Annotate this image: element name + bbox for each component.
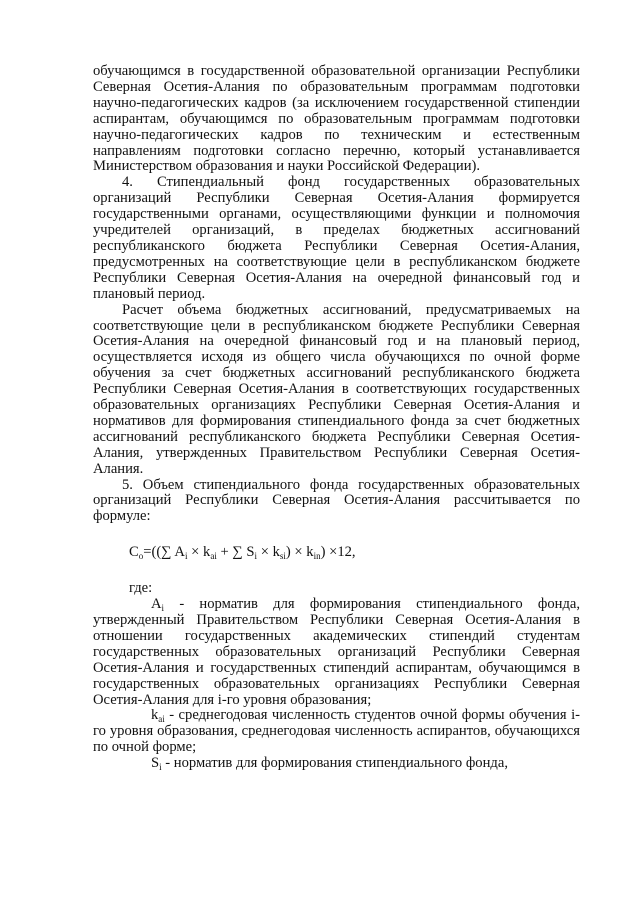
- definition-si: [93, 756, 580, 772]
- formula-lhs: C: [129, 544, 139, 561]
- definition-text: - норматив для формирования стипендиального фонда, утвержденный Правительством Республики Северная Осетия-Алания в отношении государственных академических стипендий студентам государственных образовательных организаций Республики Северная Осетия-Алания и государственных стипендий аспирантам, обучающимся в государственных образовательных организациях Республики Северная Осетия-Алания для i-го уровня образования;: [93, 596, 580, 708]
- paragraph-continuation: обучающимся в государственной образовательной организации Республики Северная Осетия-Алания по образовательным программам подготовки научно-педагогических кадров (за исключением государственной стипендии аспирантам, обучающимся по образовательным программам подготовки научно-педагогических кадров по техническим и естественным направлениям подготовки согласно перечню, который устанавливается Министерством образования и науки Российской Федерации).: [93, 63, 580, 175]
- formula-lhs-sub: o: [138, 551, 144, 562]
- document-body: [93, 64, 580, 772]
- definition-symbol: [122, 708, 165, 724]
- symbol-subscript: i: [161, 603, 165, 614]
- formula-part2: × k: [187, 544, 211, 561]
- where-label: где:: [129, 580, 153, 597]
- formula-sub-ai: ai: [210, 551, 217, 562]
- formula-part3: + ∑ S: [216, 544, 255, 561]
- formula-sub-si: si: [279, 551, 286, 562]
- definition-ai: [93, 597, 580, 708]
- formula-part5: ) × k: [285, 544, 314, 561]
- symbol-subscript: ai: [158, 714, 165, 725]
- definition-text: - среднегодовая численность студентов очной формы обучения i-го уровня образования, среднегодовая численность аспирантов, обучающихся по очной форме;: [93, 707, 580, 756]
- symbol-letter: S: [151, 755, 160, 772]
- formula-sub-i2: i: [254, 551, 258, 562]
- paragraph-calculation: Расчет объема бюджетных ассигнований, предусматриваемых на соответствующие цели в республиканском бюджете Республики Северная Осетия-Алания на очередной финансовый год и на плановый период, осуществляется исходя из общего числа обучающихся по очной форме обучения за счет бюджетных ассигнований республиканского бюджета Республики Северная Осетия-Алания в соответствующих государственных образовательных организациях Республики Северная Осетия-Алания и нормативов для формирования стипендиального фонда за счет бюджетных ассигнований республиканского бюджета Республики Северная Осетия-Алания, утвержденных Правительством Республики Северная Осетия-Алания.: [93, 301, 580, 477]
- stipend-fund-formula: [93, 545, 580, 561]
- formula-part4: × k: [257, 544, 280, 561]
- paragraph-item-4: 4. Стипендиальный фонд государственных образовательных организаций Республики Северная Осетия-Алания формируется государственными органами, осуществляющими функции и полномочия учредителей организаций, в пределах бюджетных ассигнований республиканского бюджета Республики Северная Осетия-Алания, предусмотренных на соответствующие цели в республиканском бюджете Республики Северная Осетия-Алания на очередной финансовый год и плановый период.: [93, 174, 580, 302]
- paragraph-item-5: 5. Объем стипендиального фонда государственных образовательных организаций Республики Северная Осетия-Алания рассчитывается по формуле:: [93, 476, 580, 525]
- formula-sub-i1: i: [184, 551, 188, 562]
- symbol-letter: k: [151, 707, 159, 724]
- definition-symbol: [122, 756, 162, 772]
- definition-text: - норматив для формирования стипендиального фонда,: [161, 755, 508, 772]
- formula-part1: =((∑ A: [143, 544, 185, 561]
- formula-part6: ) ×12,: [320, 544, 356, 561]
- definition-symbol: [122, 597, 164, 613]
- definition-kai: [93, 708, 580, 756]
- symbol-subscript: i: [159, 762, 162, 773]
- symbol-letter: A: [151, 596, 162, 613]
- formula-sub-in: in: [313, 551, 321, 562]
